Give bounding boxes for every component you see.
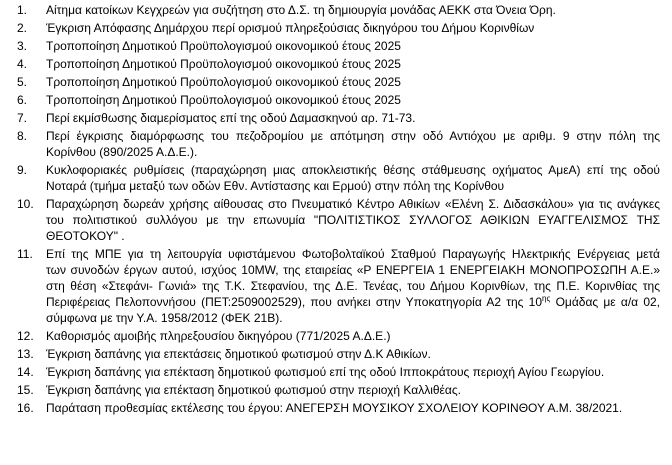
item-text-line: Τροποποίηση Δημοτικού Προϋπολογισμού οικονομικού έτους 2025: [46, 39, 401, 53]
item-number: 10.: [17, 197, 34, 211]
agenda-item: [0, 328, 672, 344]
item-number: 3.: [17, 39, 28, 53]
item-text: [46, 2, 672, 18]
item-text-line: Περί εκμίσθωσης διαμερίσματος επί της οδού Δαμασκηνού αρ. 71-73.: [46, 111, 416, 125]
item-number: 9.: [17, 163, 28, 177]
agenda-item: [0, 246, 672, 326]
item-text: [46, 74, 672, 90]
agenda-item: [0, 2, 672, 18]
item-text: [46, 400, 672, 416]
agenda-item: [0, 56, 672, 72]
item-text: [46, 346, 672, 362]
item-text: [46, 128, 672, 160]
agenda-item: [0, 128, 672, 160]
agenda-item: [0, 110, 672, 126]
item-number: 2.: [17, 21, 28, 35]
item-text: [46, 162, 672, 194]
item-text-line: Έγκριση Απόφασης Δημάρχου περί ορισμού πληρεξούσιας δικηγόρου του Δήμου Κορινθίων: [46, 21, 535, 35]
item-number: 14.: [17, 365, 34, 379]
item-text: [46, 328, 672, 344]
item-text: [46, 56, 672, 72]
agenda-item: [0, 38, 672, 54]
item-text: [46, 196, 672, 244]
item-number: 8.: [17, 129, 28, 143]
agenda-list: [0, 2, 672, 418]
item-text-line: Έγκριση δαπάνης για επέκταση δημοτικού φωτισμού στην περιοχή Καλλιθέας.: [46, 383, 461, 397]
item-number: 1.: [17, 3, 28, 17]
agenda-item: [0, 364, 672, 380]
agenda-item: [0, 196, 672, 244]
agenda-item: [0, 20, 672, 36]
item-text: [46, 20, 672, 36]
item-number: 13.: [17, 347, 34, 361]
item-text: [46, 38, 672, 54]
item-number: 11.: [17, 247, 33, 261]
item-number: 7.: [17, 111, 28, 125]
item-text-line: του πολιτιστικού συλλόγου με την επωνυμία "ΠΟΛΙΤΙΣΤΙΚΟΣ ΣΥΛΛΟΓΟΣ ΑΘΙΚΙΩΝ ΕΥΑΓΓΕΛΙΣΜΟΣ ΤΗΣ: [46, 213, 660, 227]
item-text-line: των συνοδών έργων αυτού, ισχύος 10MW, της εταιρείας «Ρ ΕΝΕΡΓΕΙΑ 1 ΕΝΕΡΓΕΙΑΚΗ ΜΟΝΟΠΡΟΣΩΠΗ Α.Ε.»: [46, 263, 660, 277]
item-text: [46, 246, 672, 326]
item-text-line: Επί της ΜΠΕ για τη λειτουργία υφιστάμενου Φωτοβολταϊκού Σταθμού Παραγωγής Ηλεκτρικής Ενέργειας μετά: [46, 247, 660, 261]
item-text-line: ΘΕΟΤΟΚΟΥ" .: [46, 229, 125, 243]
item-text-line: Αίτημα κατοίκων Κεγχρεών για συζήτηση στο Δ.Σ. τη δημιουργία μονάδας ΑΕΚΚ στα Όνεια Όρη.: [46, 3, 556, 17]
agenda-item: [0, 74, 672, 90]
item-text-line: στη θέση «Στεφάνι- Γωνιά» της Τ.Κ. Στεφανίου, της Δ.Ε. Τενέας, του Δήμου Κορινθίων, της Π.Ε. Κορινθίας της: [46, 279, 660, 293]
item-number: 4.: [17, 57, 28, 71]
agenda-item: [0, 400, 672, 416]
item-text-line: Παραχώρηση δωρεάν χρήσης αίθουσας στο Πνευματικό Κέντρο Αθικίων «Ελένη Σ. Διδασκάλου» για τις ανάγκες: [46, 197, 660, 211]
item-text-line: Καθορισμός αμοιβής πληρεξουσίου δικηγόρου (771/2025 Α.Δ.Ε.): [46, 329, 391, 343]
item-text: [46, 110, 672, 126]
item-text: [46, 382, 672, 398]
item-text: [46, 92, 672, 108]
item-text-line: Νοταρά (τμήμα μεταξύ των οδών Εθν. Αντίστασης και Ερμού) στην πόλη της Κορίνθου: [46, 179, 505, 193]
item-number: 16.: [17, 401, 34, 415]
agenda-item: [0, 346, 672, 362]
agenda-item: [0, 382, 672, 398]
item-text-line: Περί έγκρισης διαμόρφωσης του πεζοδρομίου με απότμηση στην οδό Αντιόχου με αριθμ. 9 στην πόλη της: [46, 129, 660, 143]
agenda-item: [0, 162, 672, 194]
item-number: 15.: [17, 383, 34, 397]
item-text-line: Παράταση προθεσμίας εκτέλεσης του έργου: ΑΝΕΓΕΡΣΗ ΜΟΥΣΙΚΟΥ ΣΧΟΛΕΙΟΥ ΚΟΡΙΝΘΟΥ Α.Μ. 38/2021.: [46, 401, 623, 415]
item-text-line: σύμφωνα με την Υ.Α. 1958/2012 (ΦΕΚ 21Β).: [46, 311, 283, 325]
item-text-line: Κορίνθου (890/2025 Α.Δ.Ε.).: [46, 145, 198, 159]
item-text-line: Περιφέρειας Πελοποννήσου (ΠΕΤ:2509002529), που ανήκει στην Υποκατηγορία Α2 της $10^{\eta\varsigma}$ Ομάδας με α/α 02,: [46, 294, 661, 309]
item-text-line: Τροποποίηση Δημοτικού Προϋπολογισμού οικονομικού έτους 2025: [46, 57, 401, 71]
item-text-line: Τροποποίηση Δημοτικού Προϋπολογισμού οικονομικού έτους 2025: [46, 93, 401, 107]
item-number: 6.: [17, 93, 28, 107]
agenda-item: [0, 92, 672, 108]
item-text: [46, 364, 672, 380]
item-number: 12.: [17, 329, 34, 343]
item-text-line: Έγκριση δαπάνης για επεκτάσεις δημοτικού φωτισμού στην Δ.Κ Αθικίων.: [46, 347, 431, 361]
item-text-line: Έγκριση δαπάνης για επέκταση δημοτικού φωτισμού επί της οδού Ιπποκράτους περιοχή Αγίου Γεωργίου.: [46, 365, 605, 379]
item-number: 5.: [17, 75, 28, 89]
item-text-line: Κυκλοφοριακές ρυθμίσεις (παραχώρηση μιας αποκλειστικής θέσης στάθμευσης οχήματος ΑμεΑ) επί της οδού: [46, 163, 660, 177]
item-text-line: Τροποποίηση Δημοτικού Προϋπολογισμού οικονομικού έτους 2025: [46, 75, 401, 89]
